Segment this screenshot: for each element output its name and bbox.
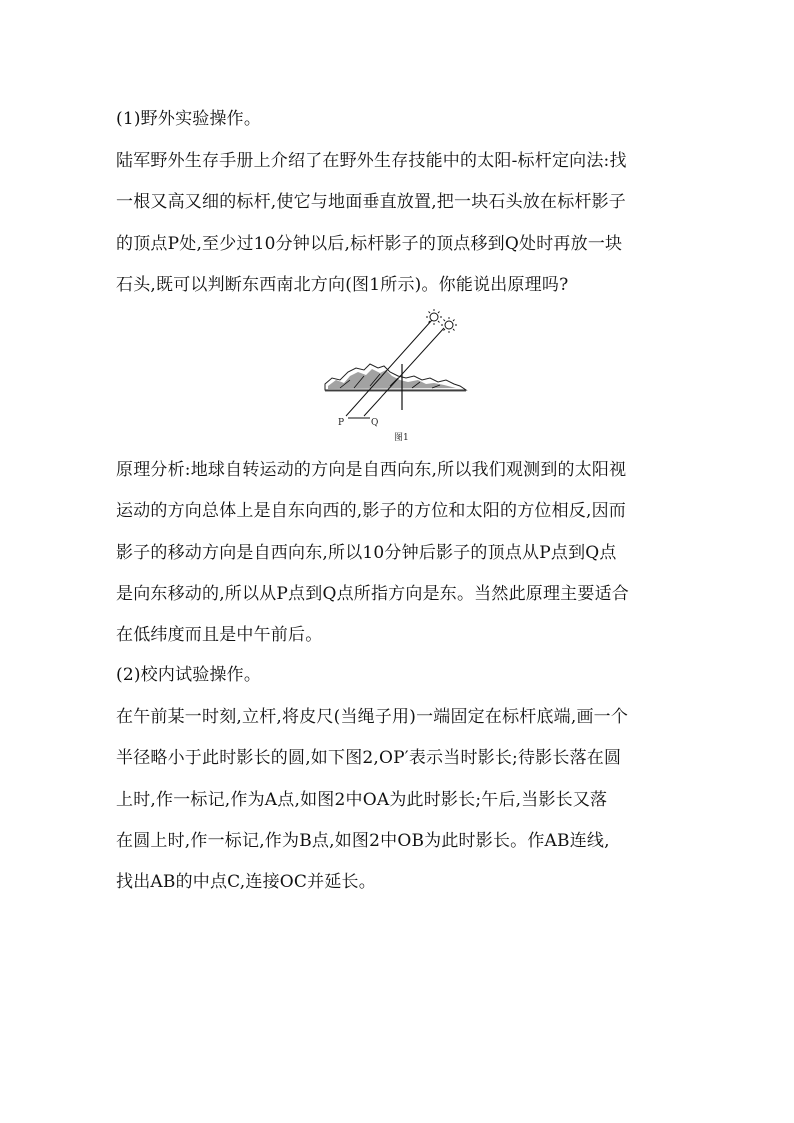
- figure-label-p: P: [338, 418, 345, 428]
- section1-body: [116, 146, 698, 301]
- analysis-line: 在低纬度而且是中午前后。: [116, 625, 323, 646]
- sun-icon-2: [441, 317, 457, 333]
- sun-ray-1: [346, 320, 432, 416]
- section2-line: 找出AB的中点C,连接OC并延长。: [116, 872, 376, 893]
- section1-heading-text: (1)野外实验操作。: [116, 109, 262, 129]
- analysis-line: 是向东移动的,所以从P点到Q点所指方向是东。当然此原理主要适合: [116, 583, 629, 604]
- section2-heading-text: (2)校内试验操作。: [116, 665, 262, 685]
- section2-heading: [116, 660, 698, 691]
- section1-line: 陆军野外生存手册上介绍了在野外生存技能中的太阳-标杆定向法:找: [116, 151, 627, 171]
- section2-body: [116, 702, 698, 898]
- section2-line: 半径略小于此时影长的圆,如下图2,OP′表示当时影长;待影长落在圆: [116, 748, 622, 769]
- section2-line: 上时,作一标记,作为A点,如图2中OA为此时影长;午后,当影长又落: [116, 789, 608, 810]
- section2-line: 在午前某一时刻,立杆,将皮尺(当绳子用)一端固定在标杆底端,画一个: [116, 707, 629, 727]
- section2-line: 在圆上时,作一标记,作为B点,如图2中OB为此时影长。作AB连线,: [116, 830, 610, 851]
- analysis-line: 运动的方向总体上是自东向西的,影子的方位和太阳的方位相反,因而: [116, 501, 627, 522]
- section1-line: 的顶点P处,至少过10分钟以后,标杆影子的顶点移到Q处时再放一块: [116, 233, 623, 254]
- section1-line: 石头,既可以判断东西南北方向(图1所示)。你能说出原理吗?: [116, 274, 569, 295]
- figure-label-q: Q: [371, 418, 379, 428]
- section1-heading: [116, 104, 698, 135]
- figure-1-svg: [320, 306, 480, 446]
- sun-icon-1: [426, 309, 442, 325]
- figure-caption: 图1: [394, 433, 409, 443]
- analysis-body: [116, 455, 698, 651]
- analysis-line: 原理分析:地球自转运动的方向是自西向东,所以我们观测到的太阳视: [116, 460, 627, 480]
- figure-1-sun-pole-diagram: [320, 306, 480, 446]
- analysis-line: 影子的移动方向是自西向东,所以10分钟后影子的顶点从P点到Q点: [116, 542, 617, 563]
- section1-line: 一根又高又细的标杆,使它与地面垂直放置,把一块石头放在标杆影子: [116, 192, 627, 213]
